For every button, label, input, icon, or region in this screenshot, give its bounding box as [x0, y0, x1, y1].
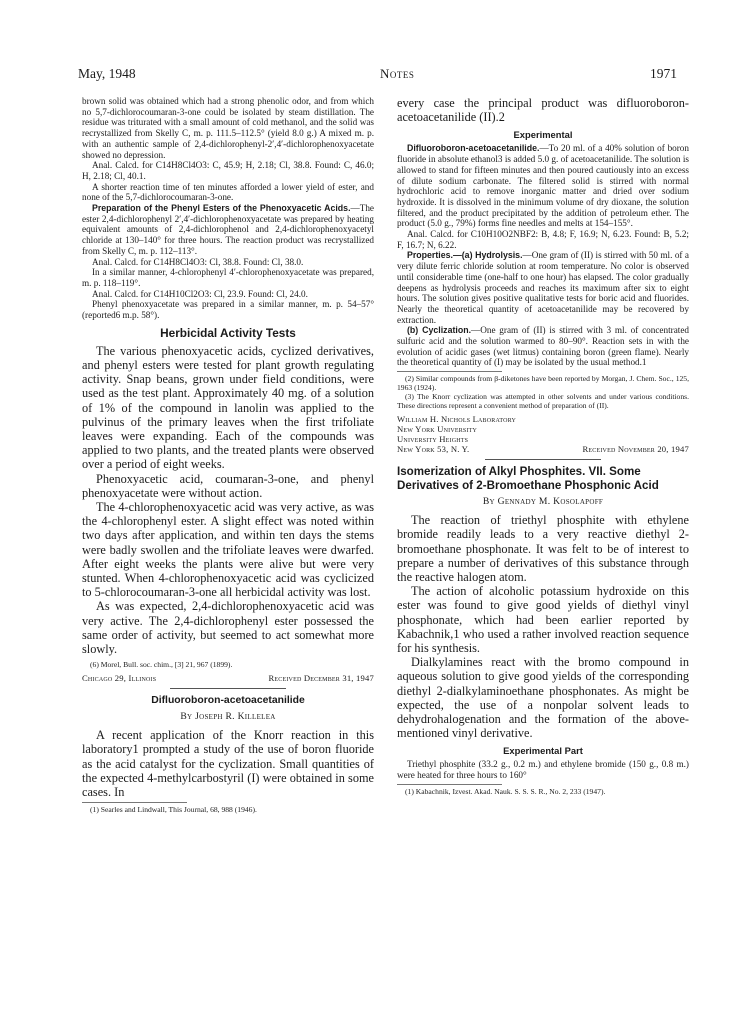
- footnote-2: (2) Similar compounds from β-diketones have been reported by Morgan, J. Chem. Soc., 125, 1963 (1924).: [397, 374, 689, 393]
- paragraph-experimental-part: Triethyl phosphite (33.2 g., 0.2 m.) and ethylene bromide (150 g., 0.8 m.) were heated for three hours to 160°: [397, 759, 689, 781]
- subheading-cyclization: (b) Cyclization.: [407, 325, 472, 336]
- address-laboratory: William H. Nichols Laboratory: [397, 414, 517, 425]
- subheading-properties: Properties.—(a) Hydrolysis.: [407, 250, 523, 261]
- properties-text: —One gram of (II) is stirred with 50 ml. of a very dilute ferric chloride solution at room temperature. No color is observed until considerable time (one-half to one hour) has elapsed. The color gradually deepens as hydrolysis proceeds and reaches its maximum after six to eight hours. The solution gives positive qualitative tests for boric acid and fluorides. Nearly the theoretical quantity of acetoacetanilide may be recovered by extraction.: [397, 250, 689, 325]
- address-city: Chicago 29, Illinois: [82, 673, 157, 684]
- paragraph-phenyl-phenoxyacetate: Phenyl phenoxyacetate was prepared in a similar manner, m. p. 54–57° (reported6 m.p. 58°).: [82, 299, 374, 321]
- paragraph-properties: [397, 250, 689, 325]
- article-title: Difluoroboron-acetoacetanilide: [151, 695, 305, 707]
- article-byline: By Gennady M. Kosolapoff: [482, 496, 604, 508]
- analysis-line: Anal. Calcd. for C14H8Cl4O3: Cl, 38.8. Found: Cl, 38.0.: [92, 256, 304, 267]
- footnote-3: (3) The Knorr cyclization was attempted in other solvents and under various conditions. These directions represent a convenient method of preparation of (II).: [397, 392, 689, 411]
- address-line: [82, 673, 374, 683]
- experimental-text: —To 20 ml. of a 40% solution of boron fluoride in absolute ethanol3 is added 5.0 g. of acetoacetanilide. The solution is allowed to stand for fifteen minutes and then poured cautiously into an excess of dilute sodium carbonate. The filtered solid is stirred with normal hydrochloric acid to remove inorganic matter and dried over sodium hydroxide. It is dissolved in the minimum volume of dry dioxane, the solution filtered, and the product precipitated by the addition of petroleum ether. The product (5.0 g., 79%) forms fine needles and melts at 154–155°.: [397, 143, 689, 229]
- section-heading-experimental-part: Experimental Part: [503, 745, 583, 757]
- article-title: Isomerization of Alkyl Phosphites. VII. Some Derivatives of 2-Bromoethane Phosphonic Acid: [397, 465, 659, 492]
- paragraph-herbicidal-3: The 4-chlorophenoxyacetic acid was very active, as was the 4-chlorophenyl ester. A slight effect was noted within two days after application, and within ten days the stems were badly swollen and the trifoliate leaves were dwarfed. After eight weeks the plants were alive but were very stunted. When 4-chlorophenoxyacetic acid was cyclicized to 5-chlorocoumaran-3-one all herbicidal activity was lost.: [82, 500, 374, 600]
- received-date: Received November 20, 1947: [582, 444, 689, 455]
- analysis-line: Anal. Calcd. for C10H10O2NBF2: B, 4.8; F, 16.9; N, 6.23. Found: B, 5.2; F, 16.7; N, 6.22.: [397, 229, 689, 250]
- paragraph-principal-product: every case the principal product was difluoroboron-acetoacetanilide (II).2: [397, 96, 689, 125]
- analysis-line: Anal. Calcd. for C14H8Cl4O3: C, 45.9; H, 2.18; Cl, 38.8. Found: C, 46.0; H, 2.18; Cl, 40.1.: [82, 160, 374, 181]
- paragraph-knorr-intro: A recent application of the Knorr reaction in this laboratory1 prompted a study of the use of boron fluoride as the acid catalyst for the cyclization. Small quantities of the expected 4-methylcarbostyril (I) were obtained in some cases. In: [82, 728, 374, 800]
- received-date: Received December 31, 1947: [268, 673, 374, 684]
- footnote-1: (1) Searles and Lindwall, This Journal, 68, 988 (1946).: [90, 805, 257, 815]
- subheading-compound: Difluoroboron-acetoacetanilide.: [407, 143, 540, 154]
- article-divider: [170, 688, 287, 689]
- paragraph-herbicidal-2: Phenoxyacetic acid, coumaran-3-one, and phenyl phenoxyacetate were without action.: [82, 471, 374, 500]
- paragraph-kosolapoff-2: The action of alcoholic potassium hydroxide on this ester was found to give good yields of diethyl vinyl phosphonate, which had been earlier reported by Kabachnik,1 who used a rather involved reaction sequence for his synthesis.: [397, 584, 689, 655]
- footnote-divider: [82, 802, 187, 803]
- paragraph-herbicidal-1: The various phenoxyacetic acids, cyclized derivatives, and phenyl esters were tested for plant growth regulating activity. Snap beans, grown under field conditions, were used as the test plant. Approximately 40 mg. of a solution of 1% of the compound in lanolin was applied to the pulvinus of the primary leaves when the first trifoliate leaves were expanding. Each of the compounds was applied to two plants, and the treated plants were observed over a period of eight weeks.: [82, 343, 374, 472]
- paragraph-shorter-reaction: A shorter reaction time of ten minutes afforded a lower yield of ester, and none of the 5,7-dichlorocoumaran-3-one.: [82, 181, 374, 203]
- footnote-divider: [397, 371, 502, 372]
- paragraph-kosolapoff-3: Dialkylamines react with the bromo compound in aqueous solution to give good yields of the corresponding diethyl 2-dialkylaminoethane phosphonates. As might be expected, the use of a nonpolar solvent leads to dehydrohalogenation and the formation of the above-mentioned vinyl derivative.: [397, 655, 689, 741]
- address-heights: University Heights: [397, 434, 469, 445]
- section-heading-experimental: Experimental: [513, 129, 573, 141]
- cyclization-text: —One gram of (II) is stirred with 3 ml. of concentrated sulfuric acid and the solution warmed to 80–90°. Reaction sets in with the evolution of acidic gases (wet litmus) containing boron (green flame). Nearly the theoretical quantity of (I) may be isolated by the usual method.1: [397, 325, 689, 368]
- running-header-date: May, 1948: [78, 66, 136, 81]
- section-heading-herbicidal: Herbicidal Activity Tests: [160, 325, 296, 340]
- address-university: New York University: [397, 424, 478, 435]
- paragraph-preparation: [82, 203, 374, 257]
- paragraph-experimental: [397, 143, 689, 229]
- footnote-1: (1) Kabachnik, Izvest. Akad. Nauk. S. S. S. R., No. 2, 233 (1947).: [405, 786, 606, 796]
- footnote-6: (6) Morel, Bull. soc. chim., [3] 21, 967 (1899).: [90, 660, 233, 670]
- article-divider: [485, 459, 602, 460]
- paragraph-kosolapoff-1: The reaction of triethyl phosphite with ethylene bromide readily leads to a very reactive diethyl 2-bromoethane phosphonate. It was felt to be of interest to prepare a number of derivatives of this substance through the reactive halogen atom.: [397, 513, 689, 584]
- footnote-divider: [397, 784, 502, 785]
- analysis-line: Anal. Calcd. for C14H10Cl2O3: Cl, 23.9. Found: Cl, 24.0.: [92, 288, 308, 299]
- address-city: New York 53, N. Y.: [397, 444, 470, 455]
- subheading-preparation: Preparation of the Phenyl Esters of the Phenoxyacetic Acids.: [92, 203, 351, 214]
- address-block: [397, 414, 689, 454]
- left-column: [82, 96, 374, 814]
- address-line: [397, 444, 689, 454]
- paragraph-similar-manner: In a similar manner, 4-chlorophenyl 4′-chlorophenoxyacetate was prepared, m. p. 118–119°.: [82, 267, 374, 288]
- page-number: 1971: [650, 66, 677, 81]
- right-column: [397, 96, 689, 796]
- paragraph-herbicidal-4: As was expected, 2,4-dichlorophenoxyacetic acid was very active. The 2,4-dichlorophenyl ester possessed the same order of activity, but seemed to act somewhat more slowly.: [82, 599, 374, 657]
- article-byline: By Joseph R. Killelea: [180, 711, 276, 723]
- paragraph-cyclization: [397, 325, 689, 368]
- preparation-text: —The ester 2,4-dichlorophenyl 2′,4′-dichlorophenoxyacetate was prepared by heating equivalent amounts of 2,4-dichlorophenol and 2,4-dichlorophenoxyacetyl chloride at 130–140° for three hours. The reaction product was recrystallized from Skelly C, m. p. 112–113°.: [82, 203, 374, 256]
- paragraph-synthesis-continued: brown solid was obtained which had a strong phenolic odor, and from which no 5,7-dichlorocoumaran-3-one could be isolated by steam distillation. The residue was triturated with a small amount of cold methanol, and the solid was recrystallized from Skelly C, m. p. 111.5–112.5° (yield 8.0 g.) A mixed m. p. with an authentic sample of 2,4-dichlorophenyl-2′,4′-dichlorophenoxyacetate showed no depression.: [82, 96, 374, 160]
- running-header-section: Notes: [380, 66, 415, 81]
